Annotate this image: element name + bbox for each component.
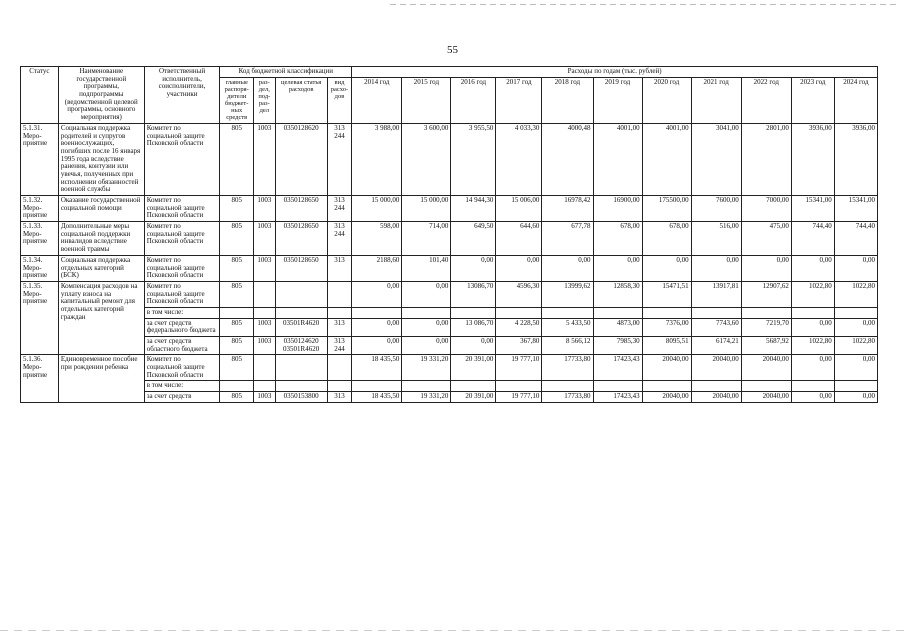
row-value: 0,00 (642, 255, 691, 281)
row-grbs: 805 (220, 281, 254, 307)
subrow-value: 5 433,50 (542, 318, 593, 336)
row-value: 19 777,10 (496, 355, 542, 381)
row-vr (327, 355, 352, 381)
row-value: 598,00 (352, 222, 402, 256)
subrow-value: 367,80 (496, 337, 542, 355)
table-row (21, 196, 878, 222)
table-header (21, 67, 878, 124)
row-vr: 313 244 (327, 222, 352, 256)
subrow-value: 0,00 (791, 318, 834, 336)
row-value: 18 435,50 (352, 355, 402, 381)
row-value: 16900,00 (593, 196, 642, 222)
row-value: 4000,48 (542, 123, 593, 195)
header-status: Статус (21, 67, 59, 124)
empty-cell (327, 381, 352, 392)
empty-cell (402, 381, 451, 392)
subrow-csr: 0350124620 03501R4620 (275, 337, 327, 355)
subrow-value: 17733,80 (542, 392, 593, 403)
header-year: 2018 год (542, 77, 593, 123)
empty-cell (254, 307, 275, 318)
empty-cell (691, 381, 741, 392)
subrow-value: 4 228,50 (496, 318, 542, 336)
header-csr: целевая статья расходов (275, 77, 327, 123)
subrow-grbs: 805 (220, 318, 254, 336)
subrow-grbs: 805 (220, 392, 254, 403)
table-subrow (21, 318, 878, 336)
header-grbs: главные распоря- дители бюджет- ных средств (220, 77, 254, 123)
empty-cell (642, 307, 691, 318)
row-value: 3 955,50 (451, 123, 496, 195)
row-value: 3936,00 (791, 123, 834, 195)
row-value: 0,00 (741, 255, 791, 281)
row-value: 678,00 (642, 222, 691, 256)
empty-cell (741, 381, 791, 392)
row-value: 19 331,20 (402, 355, 451, 381)
row-value: 12858,30 (593, 281, 642, 307)
row-value: 20040,00 (741, 355, 791, 381)
row-value: 16978,42 (542, 196, 593, 222)
row-value: 20040,00 (691, 355, 741, 381)
row-name: Компенсация расходов на уплату взноса на капитальный ремонт для отдельных категорий граждан (58, 281, 144, 355)
subrow-vr: 313 (327, 392, 352, 403)
row-grbs: 805 (220, 355, 254, 381)
row-status: 5.1.36. Меро- приятие (21, 355, 59, 402)
row-value: 0,00 (593, 255, 642, 281)
row-rzpr (254, 355, 275, 381)
table-subrow (21, 337, 878, 355)
empty-cell (834, 381, 877, 392)
row-executor: Комитет по социальной защите Псковской области (144, 355, 220, 381)
subrow-value: 0,00 (402, 318, 451, 336)
row-rzpr: 1003 (254, 222, 275, 256)
row-name: Единовременное пособие при рождении ребенка (58, 355, 144, 402)
empty-cell (642, 381, 691, 392)
header-year: 2024 год (834, 77, 877, 123)
subrow-value: 1022,80 (834, 337, 877, 355)
row-value: 0,00 (791, 255, 834, 281)
header-year: 2020 год (642, 77, 691, 123)
scan-artifact-top (390, 4, 900, 5)
header-program-name: Наименование государственной программы, подпрограммы (ведомственной целевой программы, основного мероприятия) (58, 67, 144, 124)
row-name: Оказание государственной социальной помощи (58, 196, 144, 222)
row-status: 5.1.32. Меро- приятие (21, 196, 59, 222)
row-value: 175500,00 (642, 196, 691, 222)
empty-cell (275, 307, 327, 318)
row-csr: 0350128620 (275, 123, 327, 195)
row-csr: 0350128650 (275, 255, 327, 281)
empty-cell (834, 307, 877, 318)
budget-table (20, 66, 878, 403)
row-value: 15471,51 (642, 281, 691, 307)
empty-cell (791, 307, 834, 318)
subrow-value: 7743,60 (691, 318, 741, 336)
subrow-rzpr: 1003 (254, 392, 275, 403)
empty-cell (275, 381, 327, 392)
table-body (21, 123, 878, 402)
subrow-value: 0,00 (791, 392, 834, 403)
row-value: 4001,00 (593, 123, 642, 195)
empty-cell (451, 307, 496, 318)
empty-cell (741, 307, 791, 318)
subrow-value: 19 331,20 (402, 392, 451, 403)
row-csr: 0350128650 (275, 196, 327, 222)
row-value: 15 000,00 (352, 196, 402, 222)
empty-cell (593, 381, 642, 392)
row-rzpr: 1003 (254, 123, 275, 195)
header-row-1 (21, 67, 878, 78)
row-value: 1022,80 (834, 281, 877, 307)
row-name: Дополнительные меры социальной поддержки инвалидов вследствие военной травмы (58, 222, 144, 256)
subrow-value: 20 391,00 (451, 392, 496, 403)
page-number: 55 (447, 44, 458, 56)
row-value: 15341,00 (791, 196, 834, 222)
header-year: 2017 год (496, 77, 542, 123)
subrow-value: 0,00 (834, 318, 877, 336)
header-year: 2014 год (352, 77, 402, 123)
row-vr (327, 281, 352, 307)
table-row (21, 255, 878, 281)
subrow-vr: 313 244 (327, 337, 352, 355)
row-value: 516,00 (691, 222, 741, 256)
header-expenses: Расходы по годам (тыс. рублей) (352, 67, 878, 78)
row-including-label: в том числе: (144, 307, 220, 318)
row-executor: Комитет по социальной защите Псковской области (144, 222, 220, 256)
empty-cell (542, 381, 593, 392)
header-year: 2022 год (741, 77, 791, 123)
row-csr (275, 281, 327, 307)
subrow-csr: 03501R4620 (275, 318, 327, 336)
row-value: 3936,00 (834, 123, 877, 195)
subrow-value: 0,00 (834, 392, 877, 403)
row-value: 0,00 (791, 355, 834, 381)
row-vr: 313 244 (327, 123, 352, 195)
row-including-label: в том числе: (144, 381, 220, 392)
subrow-value: 13 086,70 (451, 318, 496, 336)
row-value: 20 391,00 (451, 355, 496, 381)
row-value: 649,50 (451, 222, 496, 256)
row-value: 0,00 (834, 355, 877, 381)
empty-cell (791, 381, 834, 392)
subrow-value: 0,00 (402, 337, 451, 355)
subrow-rzpr: 1003 (254, 337, 275, 355)
row-name: Социальная поддержка отдельных категорий (БСК) (58, 255, 144, 281)
header-rzpr: раз- дел, под- раз- дел (254, 77, 275, 123)
row-value: 0,00 (402, 281, 451, 307)
header-year: 2023 год (791, 77, 834, 123)
subrow-value: 20040,00 (741, 392, 791, 403)
header-year: 2015 год (402, 77, 451, 123)
empty-cell (220, 381, 254, 392)
subrow-value: 5687,92 (741, 337, 791, 355)
row-value: 4596,30 (496, 281, 542, 307)
empty-cell (593, 307, 642, 318)
subrow-value: 6174,21 (691, 337, 741, 355)
row-value: 3 988,00 (352, 123, 402, 195)
subrow-grbs: 805 (220, 337, 254, 355)
row-grbs: 805 (220, 222, 254, 256)
empty-cell (352, 381, 402, 392)
row-value: 0,00 (496, 255, 542, 281)
row-executor: Комитет по социальной защите Псковской области (144, 123, 220, 195)
subrow-vr: 313 (327, 318, 352, 336)
subrow-source: за счет средств федерального бюджета (144, 318, 220, 336)
subrow-value: 8 566,12 (542, 337, 593, 355)
table-row (21, 281, 878, 307)
row-value: 17423,43 (593, 355, 642, 381)
row-value: 2801,00 (741, 123, 791, 195)
row-vr: 313 244 (327, 196, 352, 222)
empty-cell (220, 307, 254, 318)
row-value: 4 033,30 (496, 123, 542, 195)
row-value: 17733,80 (542, 355, 593, 381)
table-row (21, 355, 878, 381)
row-executor: Комитет по социальной защите Псковской области (144, 196, 220, 222)
row-rzpr: 1003 (254, 255, 275, 281)
row-status: 5.1.33. Меро- приятие (21, 222, 59, 256)
row-value: 14 944,30 (451, 196, 496, 222)
row-grbs: 805 (220, 196, 254, 222)
row-grbs: 805 (220, 123, 254, 195)
subrow-value: 8095,51 (642, 337, 691, 355)
row-status: 5.1.31. Меро- приятие (21, 123, 59, 195)
row-status: 5.1.34. Меро- приятие (21, 255, 59, 281)
table-row (21, 222, 878, 256)
empty-cell (496, 307, 542, 318)
subrow-csr: 0350153800 (275, 392, 327, 403)
row-csr (275, 355, 327, 381)
row-value: 0,00 (834, 255, 877, 281)
row-rzpr: 1003 (254, 196, 275, 222)
subrow-value: 20040,00 (642, 392, 691, 403)
row-value: 644,60 (496, 222, 542, 256)
subrow-value: 1022,80 (791, 337, 834, 355)
row-value: 101,40 (402, 255, 451, 281)
row-status: 5.1.35. Меро- приятие (21, 281, 59, 355)
row-value: 7600,00 (691, 196, 741, 222)
row-value: 3041,00 (691, 123, 741, 195)
scan-artifact-bottom (0, 630, 905, 631)
header-executor: Ответственный исполнитель, соисполнители, участники (144, 67, 220, 124)
empty-cell (496, 381, 542, 392)
row-value: 7000,00 (741, 196, 791, 222)
row-value: 15 006,00 (496, 196, 542, 222)
subrow-rzpr: 1003 (254, 318, 275, 336)
row-value: 3 600,00 (402, 123, 451, 195)
header-year: 2016 год (451, 77, 496, 123)
row-value: 0,00 (542, 255, 593, 281)
subrow-value: 0,00 (352, 337, 402, 355)
subrow-value: 7985,30 (593, 337, 642, 355)
row-value: 15341,00 (834, 196, 877, 222)
row-rzpr (254, 281, 275, 307)
including-row (21, 381, 878, 392)
header-budget-code: Код бюджетной классификации (220, 67, 352, 78)
subrow-value: 18 435,50 (352, 392, 402, 403)
subrow-value: 0,00 (451, 337, 496, 355)
subrow-source: за счет средств (144, 392, 220, 403)
header-year: 2019 год (593, 77, 642, 123)
row-value: 475,00 (741, 222, 791, 256)
table-row (21, 123, 878, 195)
row-executor: Комитет по социальной защите Псковской области (144, 255, 220, 281)
row-value: 0,00 (691, 255, 741, 281)
row-value: 0,00 (451, 255, 496, 281)
empty-cell (327, 307, 352, 318)
subrow-value: 7376,00 (642, 318, 691, 336)
row-name: Социальная поддержка родителей и супругов военнослужащих, погибших после 16 января 1995 года вследствие ранения, контузии или увечья, полученных при исполнении обязанностей военной службы (58, 123, 144, 195)
empty-cell (691, 307, 741, 318)
row-value: 677,78 (542, 222, 593, 256)
row-value: 2188,60 (352, 255, 402, 281)
row-grbs: 805 (220, 255, 254, 281)
row-executor: Комитет по социальной защите Псковской области (144, 281, 220, 307)
table-subrow (21, 392, 878, 403)
row-value: 744,40 (791, 222, 834, 256)
row-value: 1022,80 (791, 281, 834, 307)
row-csr: 0350128650 (275, 222, 327, 256)
subrow-value: 20040,00 (691, 392, 741, 403)
row-value: 12907,62 (741, 281, 791, 307)
row-value: 678,00 (593, 222, 642, 256)
empty-cell (352, 307, 402, 318)
row-value: 714,00 (402, 222, 451, 256)
subrow-value: 4873,00 (593, 318, 642, 336)
including-row (21, 307, 878, 318)
row-value: 20040,00 (642, 355, 691, 381)
empty-cell (542, 307, 593, 318)
row-value: 744,40 (834, 222, 877, 256)
subrow-value: 0,00 (352, 318, 402, 336)
row-vr: 313 (327, 255, 352, 281)
row-value: 15 000,00 (402, 196, 451, 222)
row-value: 13999,62 (542, 281, 593, 307)
header-vr: вид расхо- дов (327, 77, 352, 123)
empty-cell (254, 381, 275, 392)
row-value: 13917,81 (691, 281, 741, 307)
header-year: 2021 год (691, 77, 741, 123)
subrow-value: 17423,43 (593, 392, 642, 403)
empty-cell (451, 381, 496, 392)
row-value: 4001,00 (642, 123, 691, 195)
row-value: 13086,70 (451, 281, 496, 307)
subrow-source: за счет средств областного бюджета (144, 337, 220, 355)
subrow-value: 19 777,10 (496, 392, 542, 403)
subrow-value: 7219,70 (741, 318, 791, 336)
empty-cell (402, 307, 451, 318)
row-value: 0,00 (352, 281, 402, 307)
